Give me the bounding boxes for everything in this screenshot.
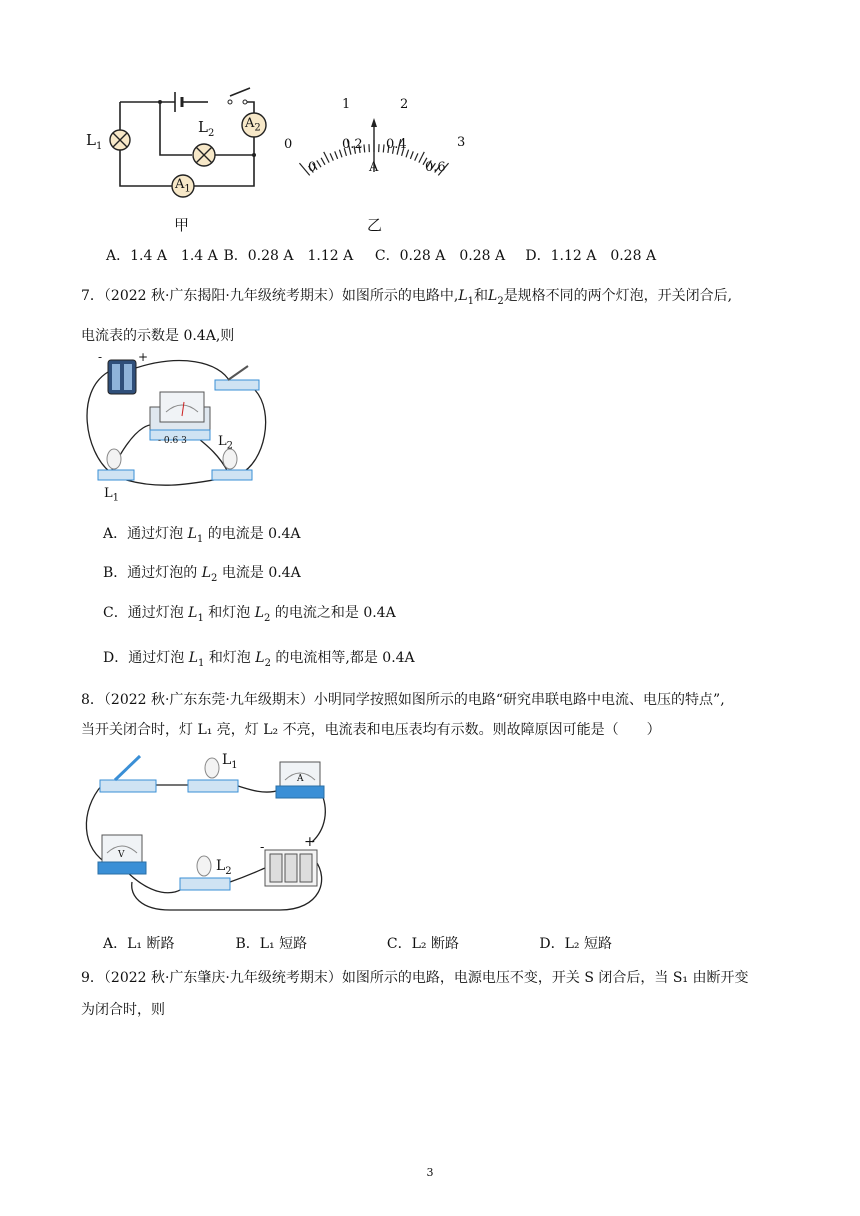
dial-tick <box>410 151 413 158</box>
q8-circuit-picture <box>80 750 330 920</box>
dial-top-tick-3: 3 <box>457 135 466 150</box>
label-a2: $A_2$ <box>245 116 261 134</box>
q7-battery-plus: + <box>138 350 149 364</box>
dial-tick <box>415 153 418 160</box>
q8-ammeter-letter: A <box>297 774 304 784</box>
dial-tick <box>324 152 329 163</box>
switch-icon <box>215 366 259 390</box>
q7-label-l2: $L_2$ <box>218 434 234 452</box>
option-a[interactable]: A．L₁ 断路 <box>103 936 175 952</box>
q7-option-b[interactable]: B．通过灯泡的 $L_2$ 电流是 0.4A <box>103 565 301 584</box>
battery-icon <box>108 360 136 394</box>
figure-caption-jia: 甲 <box>174 216 190 234</box>
option-b[interactable]: B．0.28 A 1.12 A <box>223 248 354 264</box>
dial-tick <box>321 158 325 165</box>
battery-icon <box>265 850 317 886</box>
dial-top-tick-1: 1 <box>342 97 351 112</box>
q8-voltmeter-letter: V <box>118 850 125 860</box>
dial-tick <box>330 153 333 160</box>
q7-label-l1: $L_1$ <box>104 486 120 504</box>
page-number: 3 <box>426 1166 434 1179</box>
lamp-l1-symbol <box>110 130 130 150</box>
option-c[interactable]: C．0.28 A 0.28 A <box>374 248 506 264</box>
q8-options <box>103 934 612 954</box>
dial-bottom-tick-3: 0.6 <box>425 160 446 175</box>
option-b[interactable]: B．L₁ 短路 <box>235 936 308 952</box>
lamp-l2-icon <box>212 449 252 480</box>
q8-label-l2: $L_2$ <box>216 858 232 877</box>
q7-option-a[interactable]: A．通过灯泡 $L_1$ 的电流是 0.4A <box>103 526 301 545</box>
q7-option-d[interactable]: D．通过灯泡 $L_1$ 和灯泡 $L_2$ 的电流相等,都是 0.4A <box>103 650 415 669</box>
q9-stem-line2: 为闭合时，则 <box>81 1002 165 1018</box>
dial-tick <box>383 144 384 152</box>
label-a1: $A_1$ <box>175 177 191 195</box>
option-c[interactable]: C．L₂ 断路 <box>386 936 459 952</box>
q8-stem-line1: 8．（2022 秋·广东东莞·九年级期末）小明同学按照如图所示的电路“研究串联电路中电流、电压的特点”, <box>81 692 725 708</box>
q7-stem-line2: 电流表的示数是 0.4A,则 <box>81 328 235 344</box>
q6-options <box>106 246 656 266</box>
label-l2: $L_2$ <box>198 118 215 139</box>
dial-tick <box>419 152 424 163</box>
q8-stem-line2: 当开关闭合时，灯 L₁ 亮，灯 L₂ 不亮，电流表和电压表均有示数。则故障原因可能是（ ） <box>81 722 661 738</box>
lamp-l2-symbol <box>193 144 215 166</box>
dial-bottom-tick-2: 0.4 <box>386 137 407 152</box>
dial-top-tick-0: 0 <box>284 137 293 152</box>
dial-tick <box>364 144 365 152</box>
q7-ammeter-terminals: - 0.6 3 <box>158 436 187 446</box>
figure-caption-yi: 乙 <box>367 216 383 234</box>
q8-battery-plus: + <box>304 834 316 850</box>
dial-top-tick-2: 2 <box>400 97 409 112</box>
dial-tick <box>335 151 338 158</box>
ammeter-icon <box>150 392 210 440</box>
q8-label-l1: $L_1$ <box>222 752 238 771</box>
q9-stem-line1: 9．（2022 秋·广东肇庆·九年级统考期末）如图所示的电路，电源电压不变，开关 S 闭合后，当 S₁ 由断开变 <box>81 970 749 986</box>
q7-option-c[interactable]: C．通过灯泡 $L_1$ 和灯泡 $L_2$ 的电流之和是 0.4A <box>103 605 396 624</box>
q7-circuit-picture <box>80 352 280 492</box>
q7-stem-line1: 7．（2022 秋·广东揭阳·九年级统考期末）如图所示的电路中$,L_1$和$L_2$是规格不同的两个灯泡，开关闭合后, <box>81 288 733 307</box>
switch-icon <box>100 756 156 792</box>
option-d[interactable]: D．1.12 A 0.28 A <box>525 248 657 264</box>
option-a[interactable]: A．1.4 A 1.4 A <box>106 248 218 264</box>
q7-battery-minus: - <box>98 350 103 364</box>
dial-bottom-tick-1: 0.2 <box>342 137 363 152</box>
dial-unit: A <box>369 160 379 175</box>
dial-tick <box>317 160 321 167</box>
q8-battery-minus: - <box>260 840 265 855</box>
label-l1: $L_1$ <box>86 131 103 152</box>
dial-bottom-tick-0: 0 <box>308 160 317 175</box>
option-d[interactable]: D．L₂ 短路 <box>539 936 612 952</box>
